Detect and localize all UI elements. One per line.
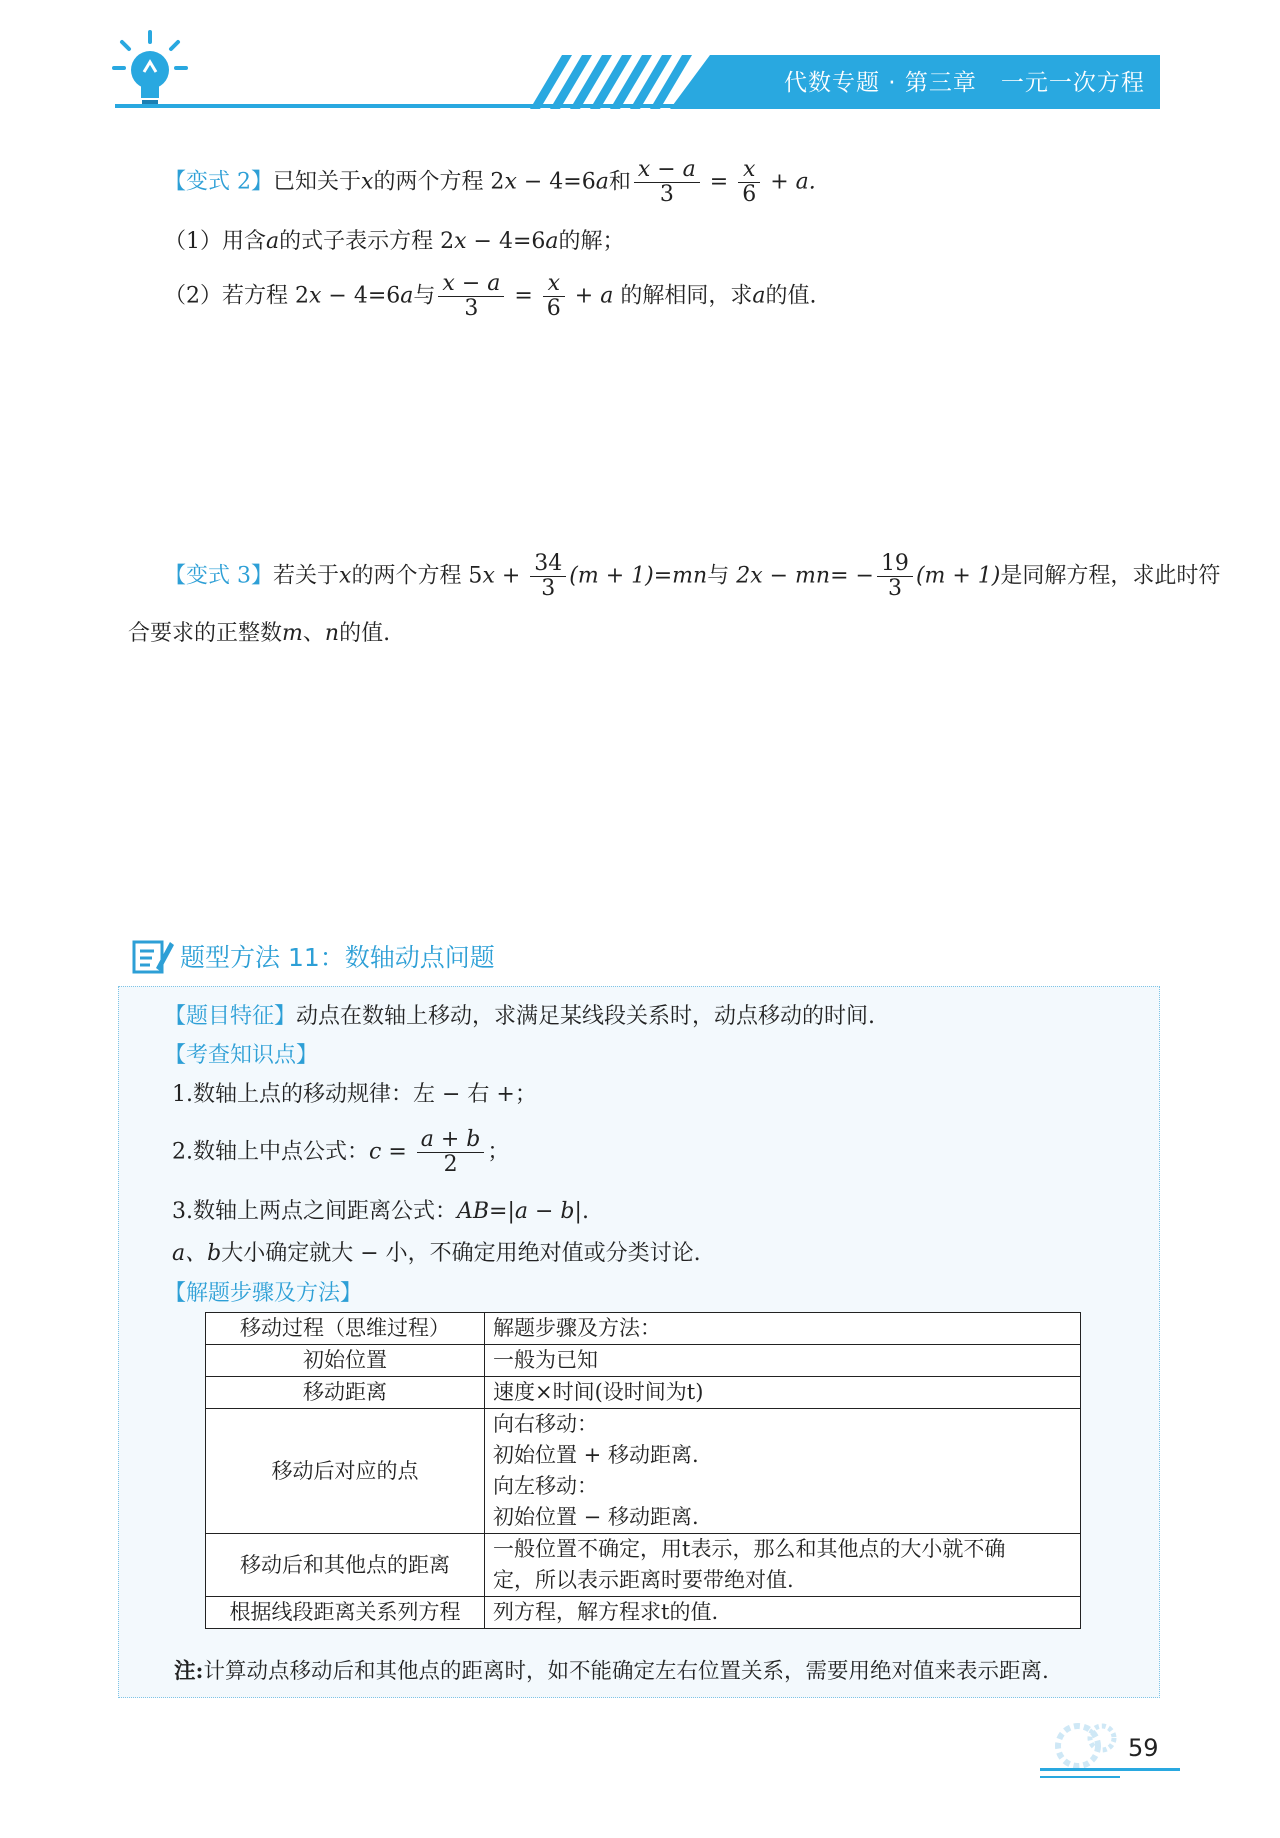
- variant2-stem: 【变式 2】已知关于x的两个方程 2x − 4=6a和 $\frac{x - a}{3}$ = $\frac{x}{6}$ + a.: [164, 157, 816, 208]
- table-cell-process: 移动过程（思维过程）: [206, 1313, 485, 1345]
- table-row: [206, 1597, 1081, 1629]
- table-row: [206, 1313, 1081, 1345]
- header-title: 代数专题 · 第三章 一元一次方程: [784, 70, 1145, 96]
- knowledge-item-3: 3.数轴上两点之间距离公式：AB=|a − b|.: [172, 1199, 589, 1224]
- knowledge-item-1: 1.数轴上点的移动规律：左 − 右 +；: [172, 1082, 537, 1107]
- variant3-tag: 【变式 3】: [164, 563, 273, 589]
- page-number: 59: [1128, 1734, 1159, 1762]
- variant3-line2: 合要求的正整数m、n的值.: [128, 621, 391, 646]
- footer-rule-2: [1040, 1776, 1120, 1778]
- table-cell-method: [485, 1345, 1081, 1377]
- fraction: $\frac{19}{3}$: [877, 552, 913, 601]
- fraction: $\frac{34}{3}$: [530, 552, 566, 601]
- table-cell-line: 一般为已知: [493, 1348, 598, 1372]
- table-cell-line: 向左移动：: [493, 1474, 598, 1498]
- feature-line: 【题目特征】动点在数轴上移动，求满足某线段关系时，动点移动的时间.: [164, 1004, 876, 1029]
- table-cell-method: [485, 1597, 1081, 1629]
- table-cell-method: [485, 1409, 1081, 1534]
- table-cell-line: 向右移动：: [493, 1412, 598, 1436]
- table-cell-line: 解题步骤及方法：: [493, 1316, 661, 1340]
- fraction: $\frac{x}{6}$: [543, 272, 565, 321]
- lightbulb-icon: [112, 28, 188, 114]
- variant2-question-1: （1）用含a的式子表示方程 2x − 4=6a的解；: [164, 229, 625, 254]
- variant2-tag: 【变式 2】: [164, 169, 273, 195]
- table-row: [206, 1534, 1081, 1597]
- steps-tag: 【解题步骤及方法】: [164, 1281, 363, 1306]
- variant2-question-2: （2）若方程 2x − 4=6a与 $\frac{x - a}{3}$ = $\frac{x}{6}$ + a 的解相同，求a的值.: [164, 271, 817, 322]
- section-title: 题型方法 11：数轴动点问题: [180, 943, 495, 972]
- table-cell-line: 初始位置 + 移动距离.: [493, 1443, 699, 1467]
- footer-rule: [1040, 1768, 1180, 1771]
- fraction: $\frac{a + b}{2}$: [417, 1128, 485, 1177]
- fraction: $\frac{x - a}{3}$: [634, 158, 700, 207]
- table-row: [206, 1409, 1081, 1534]
- note-line: 注:计算动点移动后和其他点的距离时，如不能确定左右位置关系，需要用绝对值来表示距离.: [174, 1659, 1049, 1684]
- knowledge-item-4: a、b大小确定就大 − 小，不确定用绝对值或分类讨论.: [172, 1241, 701, 1266]
- table-row: [206, 1345, 1081, 1377]
- knowledge-item-2: 2.数轴上中点公式：c = $\frac{a + b}{2}$ ；: [172, 1127, 510, 1178]
- fraction: $\frac{x - a}{3}$: [438, 272, 504, 321]
- fraction: $\frac{x}{6}$: [738, 158, 760, 207]
- steps-table: [205, 1312, 1081, 1629]
- table-cell-process: 根据线段距离关系列方程: [206, 1597, 485, 1629]
- knowledge-tag: 【考查知识点】: [164, 1043, 319, 1068]
- table-row: [206, 1377, 1081, 1409]
- table-cell-process: 移动距离: [206, 1377, 485, 1409]
- table-cell-line: 一般位置不确定，用t表示，那么和其他点的大小就不确: [493, 1537, 1006, 1561]
- table-cell-method: [485, 1313, 1081, 1345]
- table-cell-method: [485, 1377, 1081, 1409]
- table-cell-line: 速度×时间(设时间为t): [493, 1380, 704, 1404]
- table-cell-method: [485, 1534, 1081, 1597]
- table-cell-process: 移动后和其他点的距离: [206, 1534, 485, 1597]
- table-cell-line: 列方程，解方程求t的值.: [493, 1600, 719, 1624]
- table-cell-process: 初始位置: [206, 1345, 485, 1377]
- pencil-note-icon: [132, 938, 174, 980]
- table-cell-line: 初始位置 − 移动距离.: [493, 1505, 699, 1529]
- table-cell-line: 定，所以表示距离时要带绝对值.: [493, 1568, 794, 1592]
- variant3-stem: 【变式 3】若关于x的两个方程 5x + $\frac{34}{3}$ (m + 1)=mn与 2x − mn= − $\frac{19}{3}$ (m + 1)是同解方程，求此时符: [164, 551, 1221, 602]
- table-cell-process: 移动后对应的点: [206, 1409, 485, 1534]
